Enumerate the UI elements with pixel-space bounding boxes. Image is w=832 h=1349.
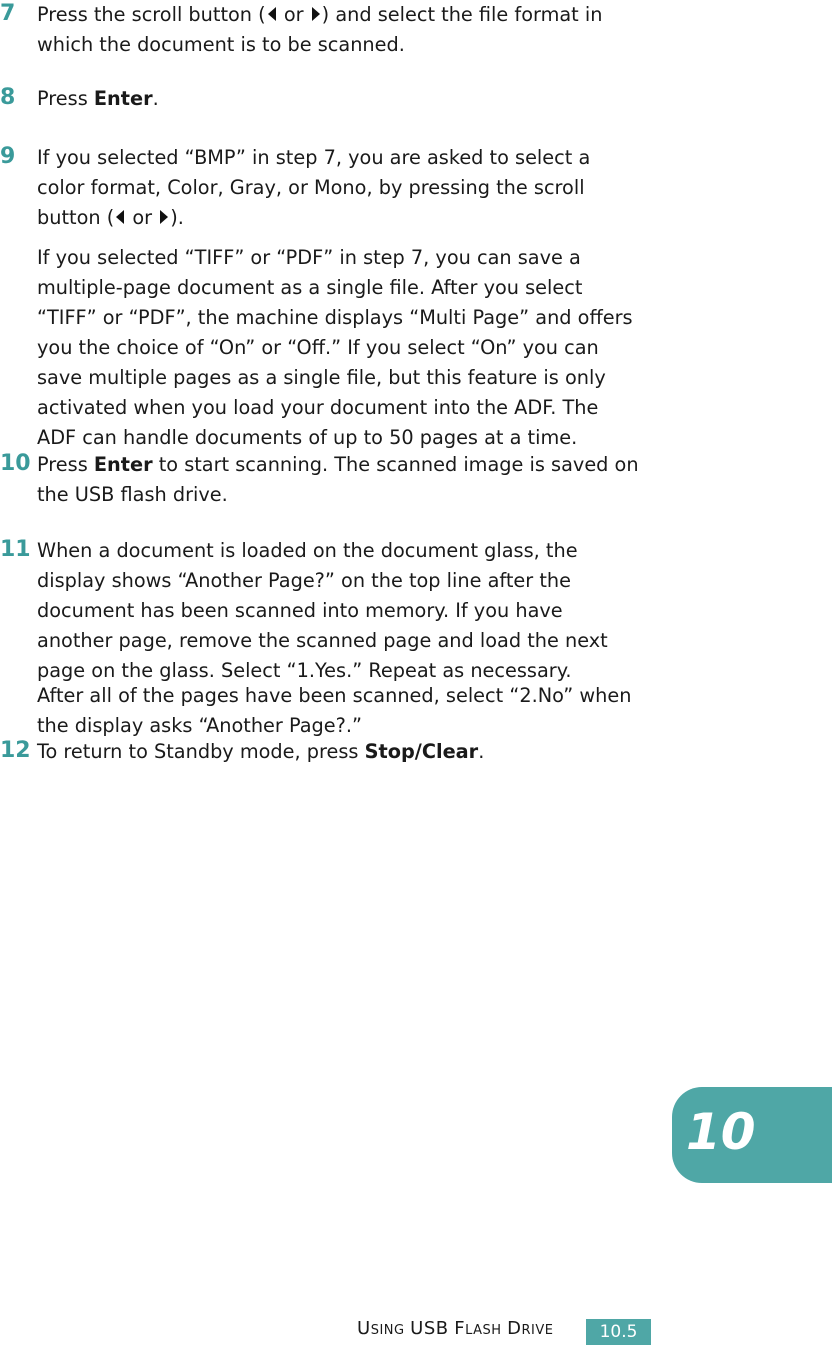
scroll-left-icon: [116, 210, 124, 224]
step-number: 10: [0, 451, 31, 476]
step-number: 8: [0, 85, 16, 110]
step-text: Press the scroll button ( or ) and select the file format in which the document is to be scanned.: [37, 3, 603, 56]
footer-section-title: USING USB FLASH DRIVE: [357, 1318, 554, 1339]
step-text: When a document is loaded on the document glass, the display shows “Another Page?” on the top line after the document has been scanned into memory. If you have another page, remove the scanned page and load the next page on the glass. Select “1.Yes.” Repeat as necessary.: [37, 539, 608, 682]
step-text: Press Enter.: [37, 87, 159, 110]
step-9-note: If you selected “TIFF” or “PDF” in step 7, you can save a multiple-page document as a single file. After you select “TIFF” or “PDF”, the machine displays “Multi Page” and offers you the choice of “On” or “Off.” If you select “On” you can save multiple pages as a single file, but this feature is only activated when you load your document into the ADF. The ADF can handle documents of up to 50 pages at a time.: [37, 246, 633, 449]
scroll-right-icon: [312, 7, 320, 21]
step-9: [0, 143, 640, 243]
step-11-note: After all of the pages have been scanned, select “2.No” when the display asks “Another Page?.”: [37, 684, 632, 737]
step-10: [0, 450, 640, 510]
step-text: If you selected “BMP” in step 7, you are asked to select a color format, Color, Gray, or Mono, by pressing the scroll button ( or ).: [37, 146, 591, 229]
step-number: 12: [0, 738, 31, 763]
chapter-number: 10: [686, 1103, 756, 1161]
step-text: Press Enter to start scanning. The scanned image is saved on the USB flash drive.: [37, 453, 639, 506]
step-number: 7: [0, 1, 16, 26]
scroll-right-icon: [160, 210, 168, 224]
scroll-left-icon: [268, 7, 276, 21]
step-12: [0, 737, 640, 767]
step-number: 9: [0, 144, 16, 169]
page-number: 10.5: [586, 1319, 651, 1345]
step-text: To return to Standby mode, press Stop/Clear.: [37, 740, 485, 763]
step-7: [0, 0, 640, 60]
step-11: [0, 536, 640, 682]
step-8: [0, 84, 640, 114]
step-number: 11: [0, 537, 31, 562]
